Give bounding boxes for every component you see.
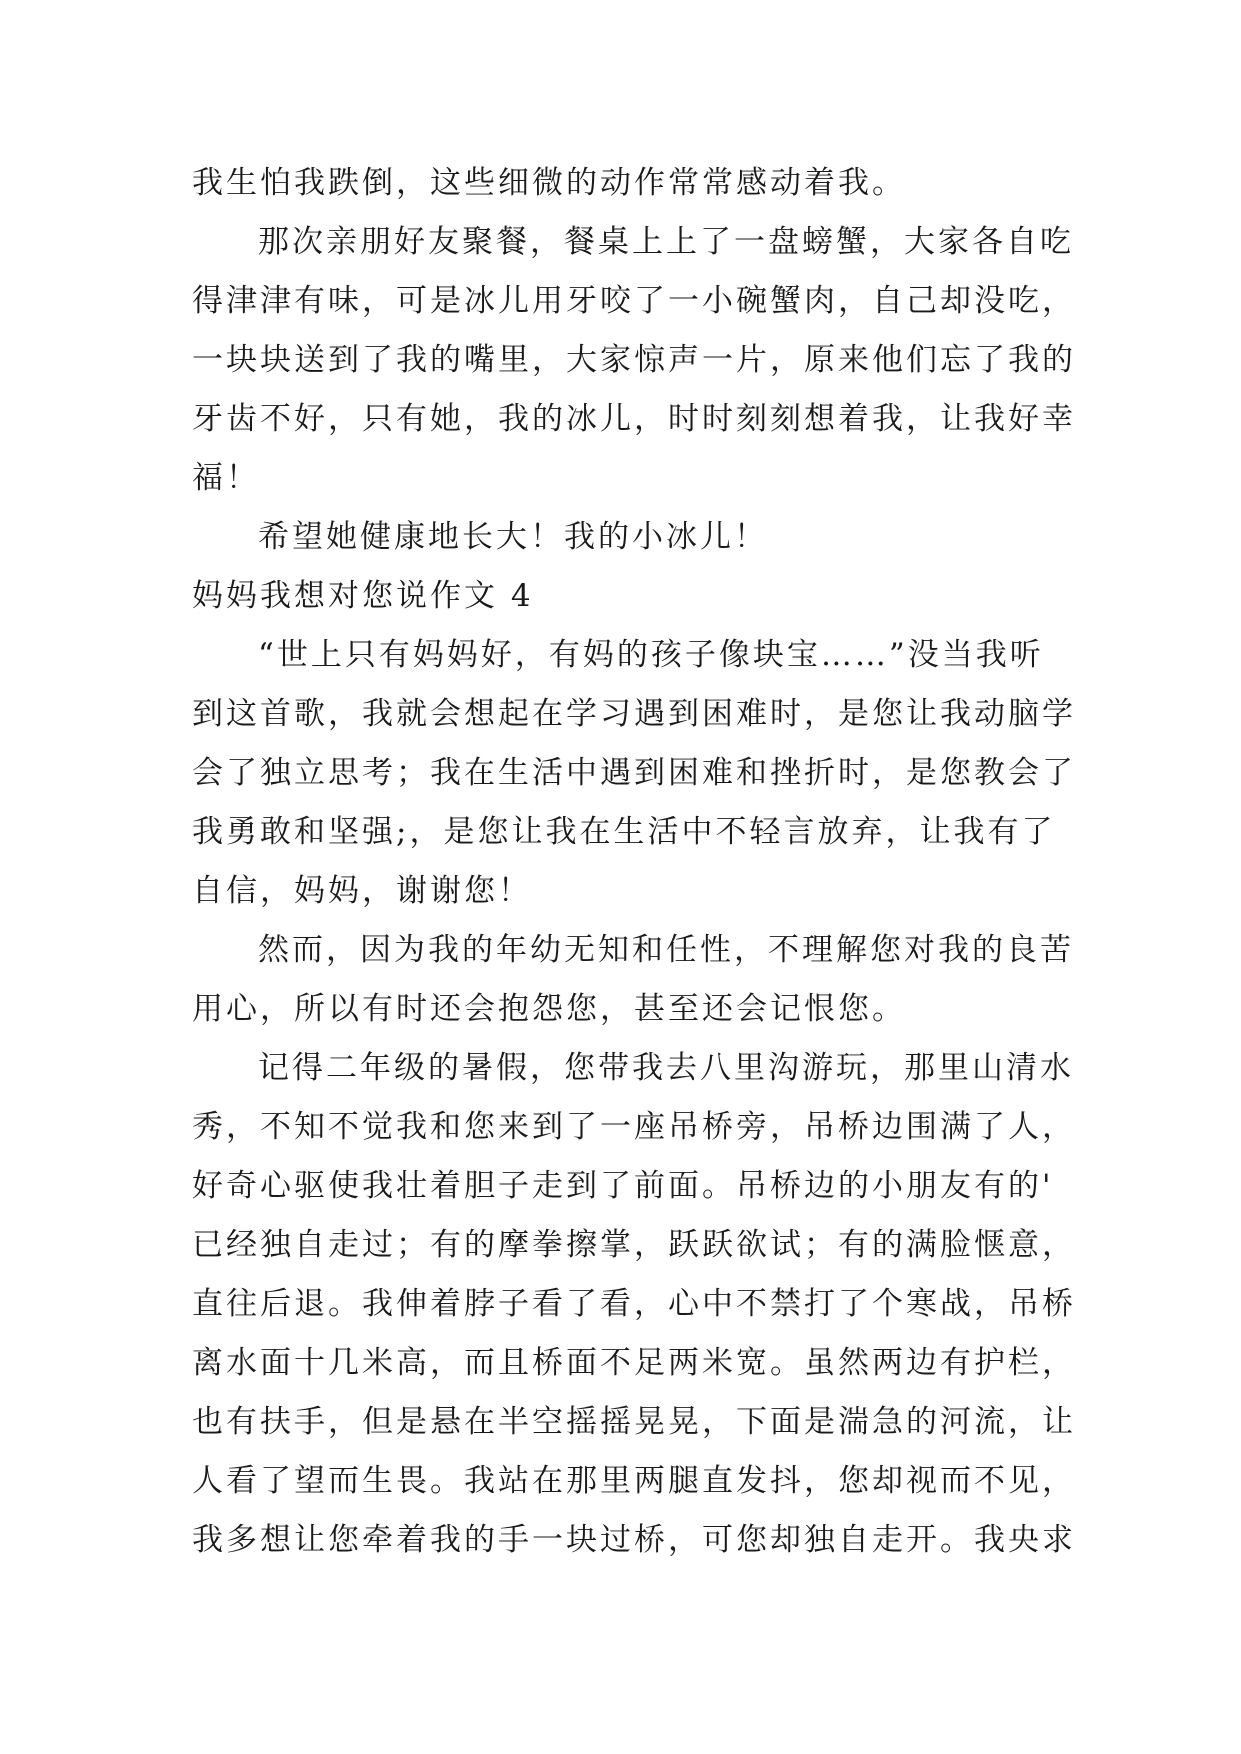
text-line: 直往后退。我伸着脖子看了看，心中不禁打了个寒战，吊桥: [192, 1286, 1076, 1322]
text-line: 牙齿不好，只有她，我的冰儿，时时刻刻想着我，让我好幸: [192, 401, 1076, 437]
text-line: 我勇敢和坚强;，是您让我在生活中不轻言放弃，让我有了: [192, 814, 1056, 850]
text-line: 自信，妈妈，谢谢您！: [192, 873, 532, 909]
text-line: 一块块送到了我的嘴里，大家惊声一片，原来他们忘了我的: [192, 342, 1076, 378]
text-line: 也有扶手，但是悬在半空摇摇晃晃，下面是湍急的河流，让: [192, 1404, 1076, 1440]
text-line: “世上只有妈妈好，有妈的孩子像块宝……”没当我听: [258, 637, 1044, 673]
section-heading: 妈妈我想对您说作文 4: [192, 578, 534, 614]
text-line: 好奇心驱使我壮着胆子走到了前面。吊桥边的小朋友有的': [192, 1168, 1054, 1204]
text-line: 用心，所以有时还会抱怨您，甚至还会记恨您。: [192, 991, 906, 1027]
text-line: 秀，不知不觉我和您来到了一座吊桥旁，吊桥边围满了人，: [192, 1109, 1076, 1145]
text-line: 希望她健康地长大！我的小冰儿！: [258, 519, 768, 555]
text-line: 到这首歌，我就会想起在学习遇到困难时，是您让我动脑学: [192, 696, 1076, 732]
text-line: 然而，因为我的年幼无知和任性，不理解您对我的良苦: [258, 932, 1074, 968]
text-line: 得津津有味，可是冰儿用牙咬了一小碗蟹肉，自己却没吃，: [192, 283, 1076, 319]
text-line: 会了独立思考；我在生活中遇到困难和挫折时，是您教会了: [192, 755, 1076, 791]
text-line: 那次亲朋好友聚餐，餐桌上上了一盘螃蟹，大家各自吃: [258, 224, 1074, 260]
text-line: 我生怕我跌倒，这些细微的动作常常感动着我。: [192, 165, 906, 201]
text-line: 我多想让您牵着我的手一块过桥，可您却独自走开。我央求: [192, 1522, 1076, 1558]
text-line: 记得二年级的暑假，您带我去八里沟游玩，那里山清水: [258, 1050, 1074, 1086]
text-line: 离水面十几米高，而且桥面不足两米宽。虽然两边有护栏，: [192, 1345, 1076, 1381]
text-line: 福！: [192, 460, 260, 496]
text-line: 已经独自走过；有的摩拳擦掌，跃跃欲试；有的满脸惬意，: [192, 1227, 1076, 1263]
body-text: [192, 154, 1076, 1570]
text-line: 人看了望而生畏。我站在那里两腿直发抖，您却视而不见，: [192, 1463, 1076, 1499]
